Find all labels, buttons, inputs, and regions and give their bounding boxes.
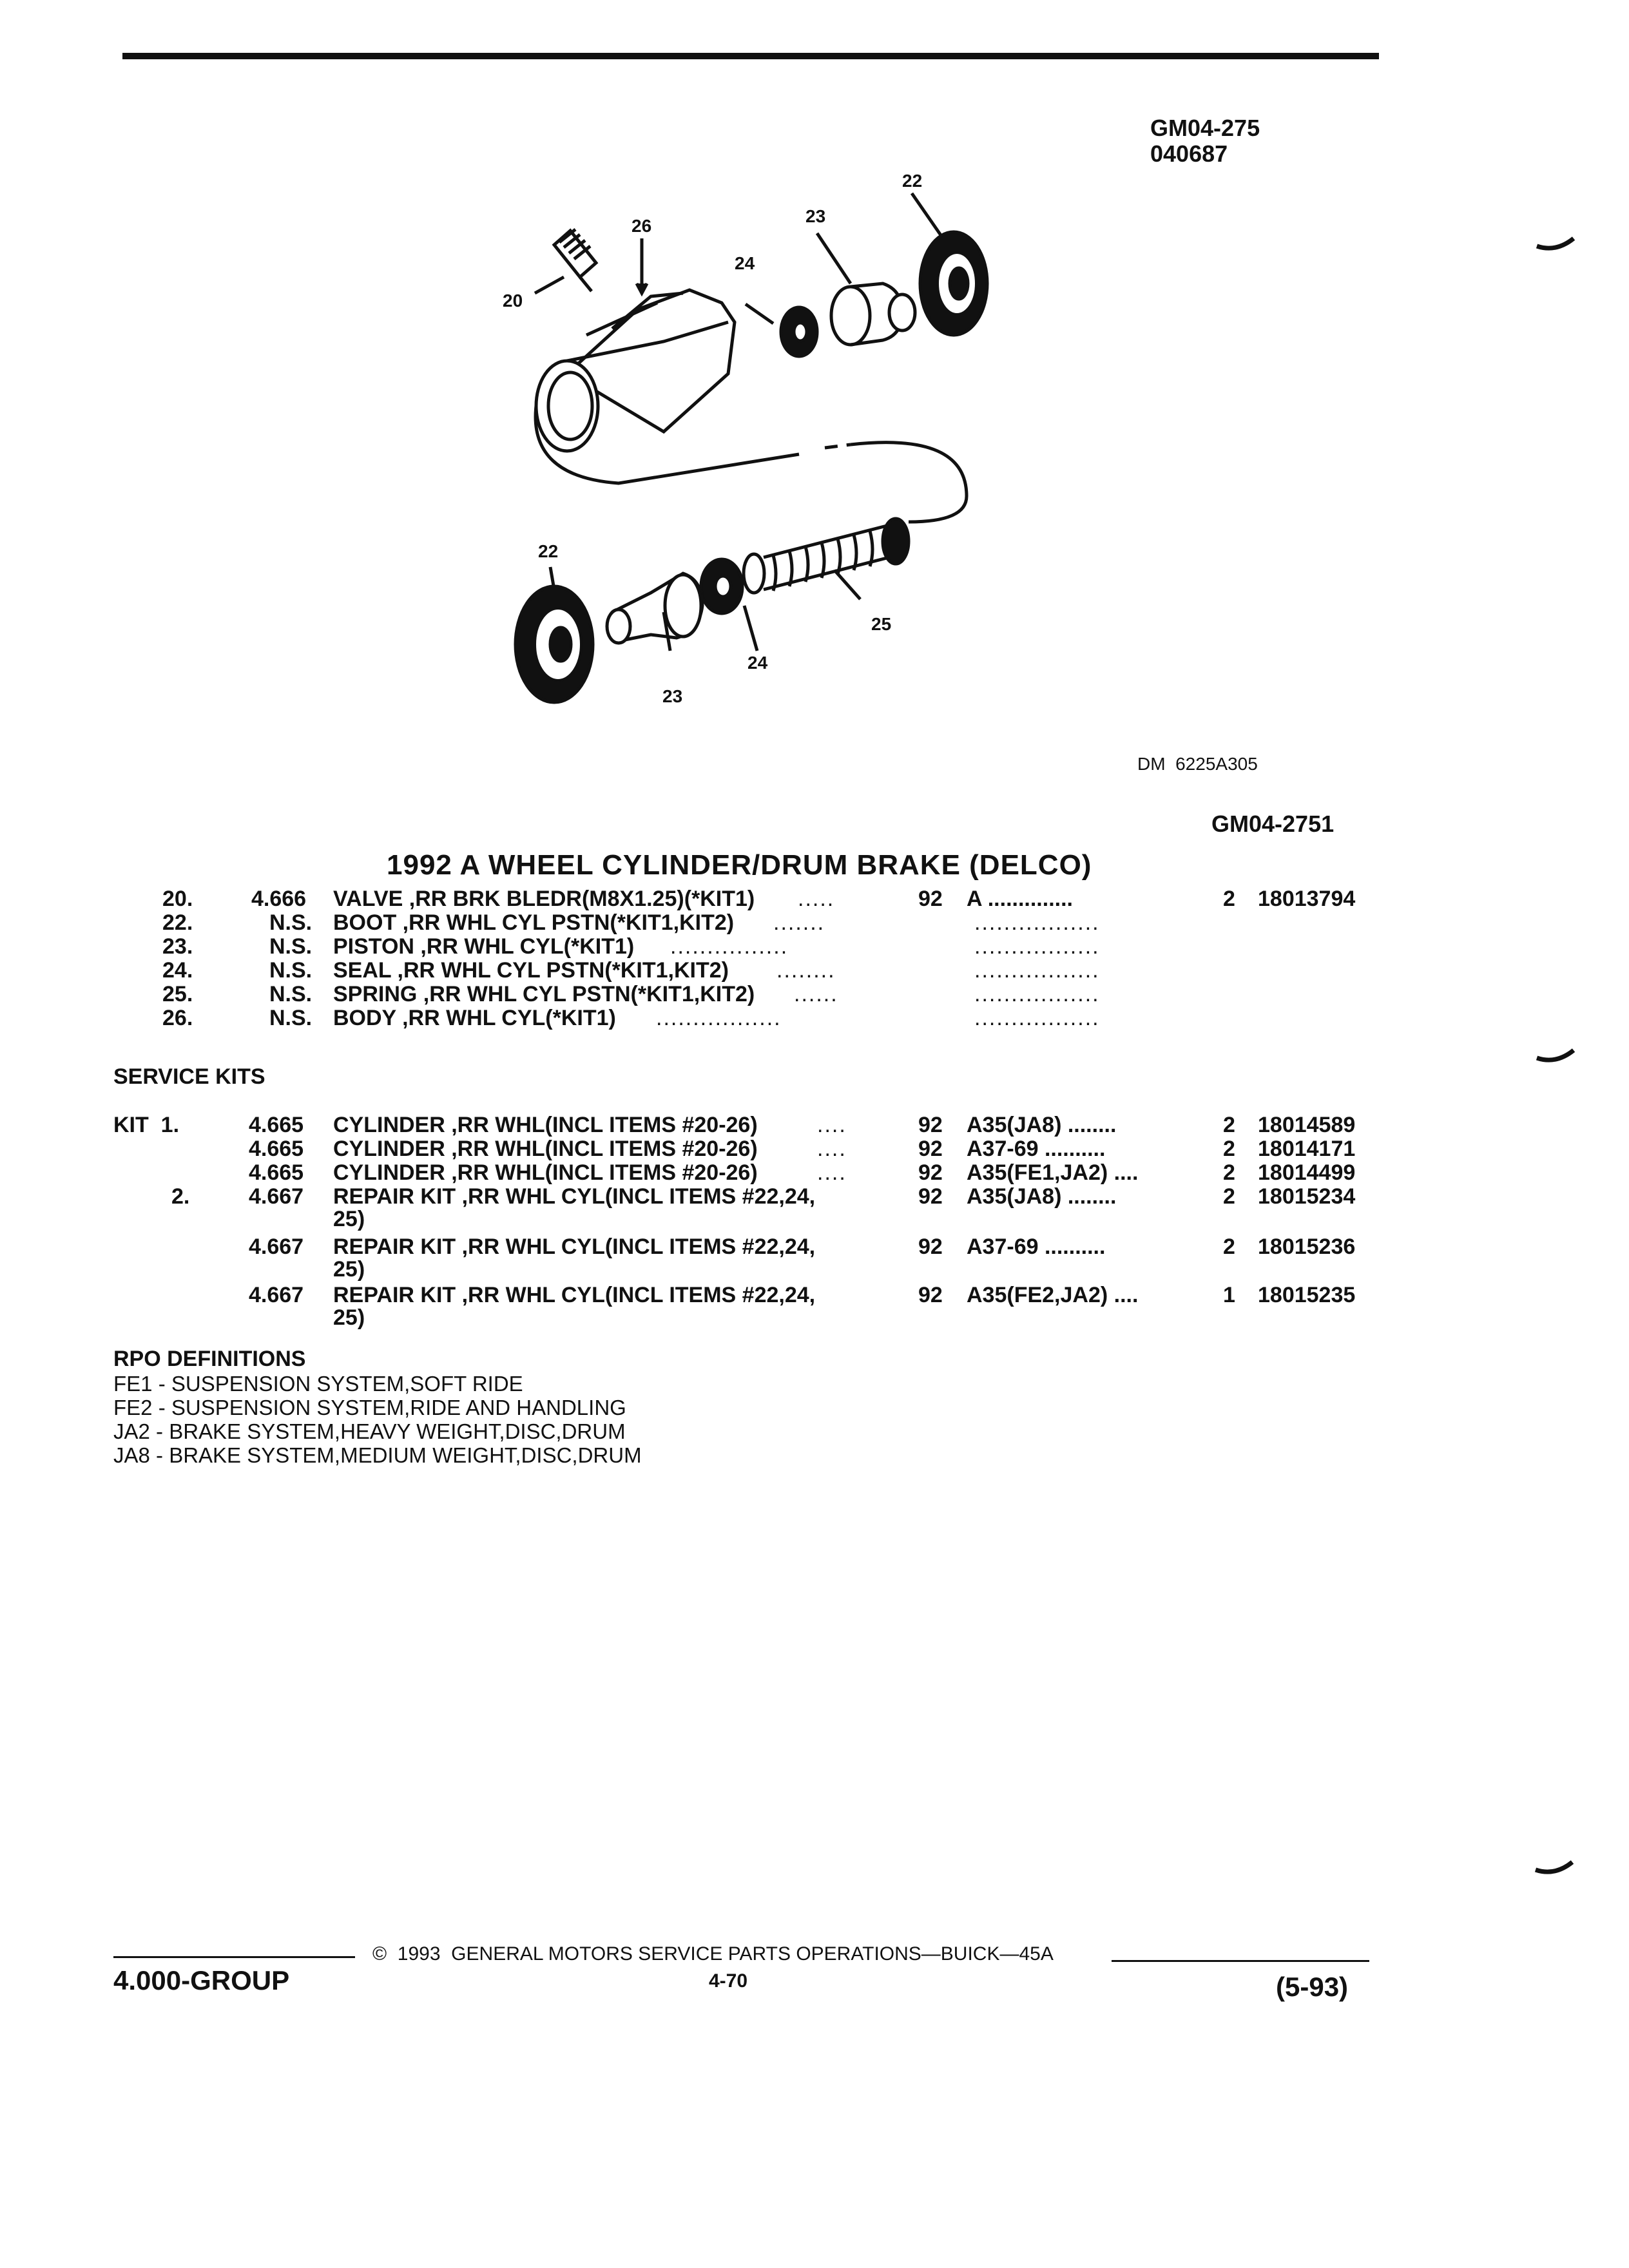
callout-26: 26 bbox=[631, 216, 652, 236]
footer-copyright: © 1993 GENERAL MOTORS SERVICE PARTS OPERATIONS—BUICK—45A bbox=[372, 1943, 1054, 1965]
part-number: 18015234 bbox=[1258, 1184, 1356, 1209]
group-number: N.S. bbox=[269, 958, 313, 983]
kit-number: KIT 1. bbox=[113, 1113, 180, 1137]
parts-row bbox=[0, 910, 1629, 936]
callout-23b: 23 bbox=[662, 686, 683, 706]
kit-row-continued bbox=[0, 1305, 1629, 1331]
part-number: 18014589 bbox=[1258, 1113, 1356, 1137]
boot-bottom-part bbox=[516, 586, 593, 702]
arrow-23a bbox=[817, 233, 851, 284]
leader-dots: ...... bbox=[794, 982, 838, 1006]
leader-dots: .... bbox=[817, 1160, 847, 1185]
kit-description: CYLINDER ,RR WHL(INCL ITEMS #20-26) bbox=[333, 1113, 758, 1137]
item-number: 24. bbox=[162, 958, 193, 983]
model: A35(FE2,JA2) .... bbox=[967, 1283, 1139, 1307]
model: A37-69 .......... bbox=[967, 1137, 1106, 1161]
footer-page-number: 4-70 bbox=[709, 1970, 748, 1992]
quantity: 1 bbox=[1223, 1283, 1235, 1307]
model: ................. bbox=[974, 958, 1100, 983]
kit-description: CYLINDER ,RR WHL(INCL ITEMS #20-26) bbox=[333, 1137, 758, 1161]
quantity: 2 bbox=[1223, 1184, 1235, 1209]
callout-25: 25 bbox=[871, 614, 892, 634]
model: A35(JA8) ........ bbox=[967, 1113, 1117, 1137]
year: 92 bbox=[918, 1184, 943, 1209]
arrow-20 bbox=[535, 277, 564, 293]
part-description: PISTON ,RR WHL CYL(*KIT1) bbox=[333, 934, 635, 959]
kit-description: CYLINDER ,RR WHL(INCL ITEMS #20-26) bbox=[333, 1160, 758, 1185]
model: A35(JA8) ........ bbox=[967, 1184, 1117, 1209]
group-number: N.S. bbox=[269, 1006, 313, 1030]
binder-mark bbox=[1532, 1856, 1577, 1881]
footer-group: 4.000-GROUP bbox=[113, 1965, 290, 1995]
quantity: 2 bbox=[1223, 1137, 1235, 1161]
callout-20: 20 bbox=[503, 291, 523, 311]
parts-row bbox=[0, 1005, 1629, 1031]
kit-description: REPAIR KIT ,RR WHL CYL(INCL ITEMS #22,24, bbox=[333, 1235, 816, 1259]
model: ................. bbox=[974, 1006, 1100, 1030]
group-number: N.S. bbox=[269, 910, 313, 935]
rpo-line: JA2 - BRAKE SYSTEM,HEAVY WEIGHT,DISC,DRUM bbox=[113, 1419, 626, 1443]
quantity: 2 bbox=[1223, 1160, 1235, 1185]
part-number: 18014171 bbox=[1258, 1137, 1356, 1161]
quantity: 2 bbox=[1223, 1113, 1235, 1137]
kit-row bbox=[0, 1160, 1629, 1186]
item-number: 23. bbox=[162, 934, 193, 959]
kit-row-continued bbox=[0, 1206, 1629, 1232]
part-number: 18013794 bbox=[1258, 887, 1356, 911]
group-number: N.S. bbox=[269, 934, 313, 959]
seal-bottom-part bbox=[701, 559, 742, 613]
leader-dots: ................. bbox=[656, 1006, 782, 1030]
kit-description-cont: 25) bbox=[333, 1257, 365, 1282]
leader-dots: ..... bbox=[798, 887, 835, 911]
part-description: SEAL ,RR WHL CYL PSTN(*KIT1,KIT2) bbox=[333, 958, 729, 983]
part-number: 18015235 bbox=[1258, 1283, 1356, 1307]
group-number: 4.666 bbox=[251, 887, 307, 911]
service-kits-heading: SERVICE KITS bbox=[113, 1064, 265, 1089]
quantity: 2 bbox=[1223, 1235, 1235, 1259]
year: 92 bbox=[918, 1160, 943, 1185]
item-number: 25. bbox=[162, 982, 193, 1006]
callout-22a: 22 bbox=[902, 171, 923, 191]
callout-24b: 24 bbox=[747, 653, 768, 673]
year: 92 bbox=[918, 1235, 943, 1259]
kit-row bbox=[0, 1184, 1629, 1209]
boot-top-part bbox=[920, 232, 987, 335]
kit-row bbox=[0, 1234, 1629, 1260]
binder-mark bbox=[1534, 1044, 1579, 1070]
footer-rule-right bbox=[1112, 1960, 1369, 1962]
year: 92 bbox=[918, 1283, 943, 1307]
part-description: BODY ,RR WHL CYL(*KIT1) bbox=[333, 1006, 616, 1030]
item-number: 20. bbox=[162, 887, 193, 911]
callout-24a: 24 bbox=[735, 253, 755, 273]
arrow-22a bbox=[912, 193, 941, 235]
group-number: 4.665 bbox=[249, 1113, 304, 1137]
model: ................. bbox=[974, 982, 1100, 1006]
part-description: VALVE ,RR BRK BLEDR(M8X1.25)(*KIT1) bbox=[333, 887, 755, 911]
quantity: 2 bbox=[1223, 887, 1235, 911]
leader-dots: .... bbox=[817, 1113, 847, 1137]
group-number: 4.665 bbox=[249, 1160, 304, 1185]
arrow-25 bbox=[834, 570, 860, 599]
year: 92 bbox=[918, 1113, 943, 1137]
part-description: BOOT ,RR WHL CYL PSTN(*KIT1,KIT2) bbox=[333, 910, 735, 935]
top-rule bbox=[122, 53, 1379, 59]
seal-top-part bbox=[781, 307, 817, 356]
leader-dots: .... bbox=[817, 1137, 847, 1161]
footer-date: (5-93) bbox=[1276, 1972, 1349, 2002]
header-code-1: GM04-275 bbox=[1150, 115, 1260, 141]
footer-rule-left bbox=[113, 1956, 355, 1958]
binder-mark bbox=[1534, 232, 1579, 258]
rpo-heading: RPO DEFINITIONS bbox=[113, 1347, 306, 1371]
kit-description: REPAIR KIT ,RR WHL CYL(INCL ITEMS #22,24, bbox=[333, 1283, 816, 1307]
group-number: 4.665 bbox=[249, 1137, 304, 1161]
header-code-2: 040687 bbox=[1150, 140, 1228, 167]
spring-part bbox=[744, 519, 909, 593]
rpo-line: JA8 - BRAKE SYSTEM,MEDIUM WEIGHT,DISC,DRUM bbox=[113, 1443, 642, 1467]
kit-row bbox=[0, 1282, 1629, 1308]
parts-row bbox=[0, 981, 1629, 1007]
kit-row bbox=[0, 1112, 1629, 1138]
leader-dots: ....... bbox=[773, 910, 825, 935]
page-title: 1992 A WHEEL CYLINDER/DRUM BRAKE (DELCO) bbox=[387, 849, 1092, 881]
year: 92 bbox=[918, 887, 943, 911]
kit-description-cont: 25) bbox=[333, 1305, 365, 1330]
bleeder-valve-part bbox=[554, 229, 596, 291]
part-number: 18015236 bbox=[1258, 1235, 1356, 1259]
model: ................. bbox=[974, 934, 1100, 959]
reference-code: GM04-2751 bbox=[1211, 811, 1335, 837]
model: A35(FE1,JA2) .... bbox=[967, 1160, 1139, 1185]
arrow-24a bbox=[746, 304, 773, 323]
group-number: N.S. bbox=[269, 982, 313, 1006]
leader-dots: ................ bbox=[670, 934, 789, 959]
parts-row bbox=[0, 886, 1629, 912]
model: A .............. bbox=[967, 887, 1073, 911]
kit-description: REPAIR KIT ,RR WHL CYL(INCL ITEMS #22,24, bbox=[333, 1184, 816, 1209]
model: ................. bbox=[974, 910, 1100, 935]
callout-22b: 22 bbox=[538, 541, 559, 561]
group-number: 4.667 bbox=[249, 1235, 304, 1259]
piston-bottom-part bbox=[607, 573, 702, 643]
parts-row bbox=[0, 934, 1629, 959]
wheel-cylinder-diagram bbox=[490, 161, 1070, 741]
callout-23a: 23 bbox=[805, 206, 826, 226]
diagram-ref: DM 6225A305 bbox=[1137, 754, 1258, 774]
part-description: SPRING ,RR WHL CYL PSTN(*KIT1,KIT2) bbox=[333, 982, 755, 1006]
kit-row-continued bbox=[0, 1256, 1629, 1282]
leader-dots: ........ bbox=[776, 958, 836, 983]
kit-row bbox=[0, 1136, 1629, 1162]
group-number: 4.667 bbox=[249, 1283, 304, 1307]
part-number: 18014499 bbox=[1258, 1160, 1356, 1185]
rpo-line: FE1 - SUSPENSION SYSTEM,SOFT RIDE bbox=[113, 1372, 523, 1396]
year: 92 bbox=[918, 1137, 943, 1161]
kit-description-cont: 25) bbox=[333, 1207, 365, 1231]
group-number: 4.667 bbox=[249, 1184, 304, 1209]
rpo-line: FE2 - SUSPENSION SYSTEM,RIDE AND HANDLING bbox=[113, 1396, 626, 1419]
piston-top-part bbox=[831, 284, 915, 345]
kit-number: 2. bbox=[171, 1184, 190, 1209]
parts-row bbox=[0, 957, 1629, 983]
arrow-24b bbox=[744, 606, 757, 651]
item-number: 26. bbox=[162, 1006, 193, 1030]
item-number: 22. bbox=[162, 910, 193, 935]
model: A37-69 .......... bbox=[967, 1235, 1106, 1259]
